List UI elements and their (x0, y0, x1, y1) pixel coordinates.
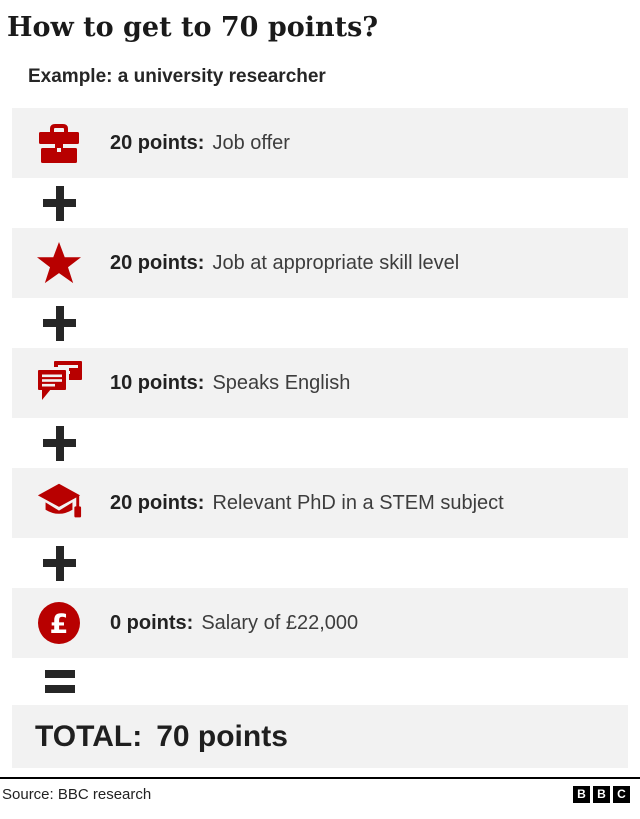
bbc-logo-block: B (593, 786, 610, 803)
points-description: Salary of £22,000 (201, 611, 359, 634)
points-row-job-offer (12, 108, 628, 178)
points-description: Job at appropriate skill level (212, 251, 460, 274)
plus-icon (43, 426, 76, 461)
plus-icon (43, 186, 76, 221)
points-description: Speaks English (212, 371, 351, 394)
equals-icon (45, 670, 75, 693)
plus-icon (43, 546, 76, 581)
row-text (110, 132, 290, 155)
plus-operator-row (0, 178, 640, 228)
plus-icon (43, 306, 76, 341)
page-subtitle: Example: a university researcher (28, 66, 326, 87)
plus-operator-row (0, 418, 640, 468)
points-value: 10 points: (110, 371, 205, 394)
page-title: How to get to 70 points? (7, 12, 379, 43)
plus-operator-row (0, 298, 640, 348)
points-value: 20 points: (110, 491, 205, 514)
bbc-logo-block: C (613, 786, 630, 803)
plus-operator-row (0, 538, 640, 588)
points-value: 0 points: (110, 611, 194, 634)
total-value: 70 points (156, 719, 288, 753)
points-row-skill-level (12, 228, 628, 298)
pound-sign-icon (35, 601, 83, 645)
bbc-logo-block: B (573, 786, 590, 803)
points-row-english (12, 348, 628, 418)
graduation-cap-icon (35, 482, 83, 524)
bbc-logo (573, 786, 630, 803)
points-value: 20 points: (110, 131, 205, 154)
footer (0, 779, 640, 809)
points-description: Job offer (212, 131, 290, 154)
row-text (110, 252, 459, 275)
equals-operator-row (0, 658, 640, 705)
pound-glyph: £ (49, 609, 69, 640)
points-value: 20 points: (110, 251, 205, 274)
total-text (35, 720, 288, 754)
points-description: Relevant PhD in a STEM subject (212, 491, 504, 514)
row-text (110, 372, 350, 395)
points-row-salary (12, 588, 628, 658)
star-icon (35, 241, 83, 285)
total-row (12, 705, 628, 768)
row-text (110, 492, 504, 515)
row-text (110, 612, 358, 635)
source-text: Source: BBC research (2, 785, 152, 803)
briefcase-icon (35, 123, 83, 163)
speech-bubbles-icon (35, 361, 83, 405)
total-label: TOTAL: (35, 719, 143, 753)
points-row-phd (12, 468, 628, 538)
